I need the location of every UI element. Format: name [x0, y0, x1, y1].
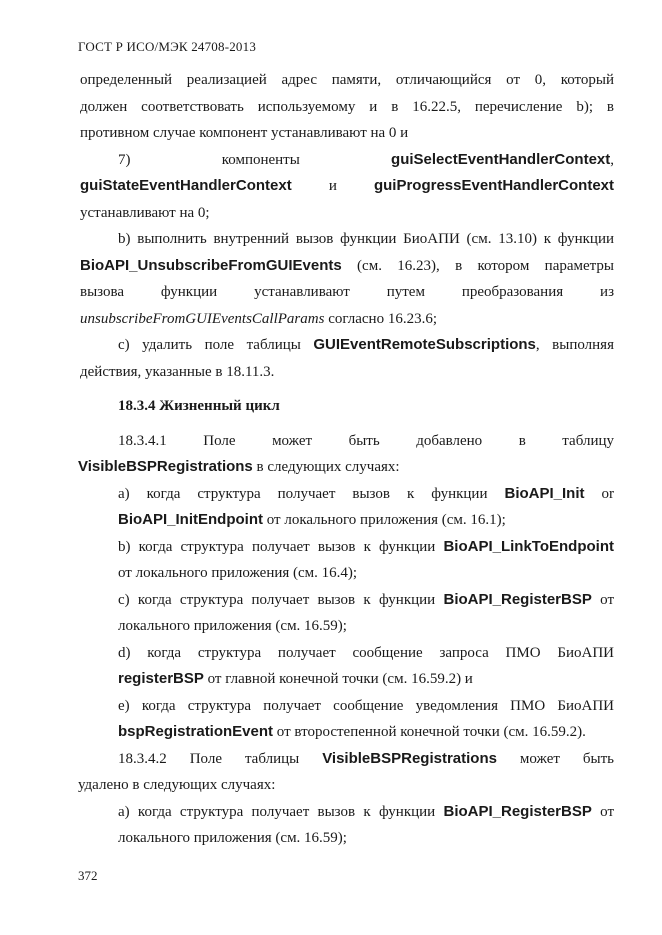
page-number: 372 — [78, 868, 98, 883]
text-line — [80, 799, 614, 826]
text-line — [80, 666, 614, 693]
conjunction: и — [328, 178, 337, 194]
text-span: or — [584, 485, 614, 502]
field-name: GUIEventRemoteSubscriptions — [313, 336, 536, 353]
text-span: согласно 16.23.6; — [324, 310, 437, 327]
text-span: c) когда структура получает вызов к функции — [118, 591, 444, 608]
function-name: BioAPI_RegisterBSP — [443, 802, 592, 820]
function-name: BioAPI_RegisterBSP — [443, 590, 592, 608]
param-name: unsubscribeFromGUIEventsCallParams — [80, 310, 325, 327]
text-span: c) удалить поле таблицы — [118, 337, 314, 353]
text-line: устанавливают на 0; — [80, 204, 210, 221]
text-line: должен соответствовать используемому и в 16.22.5, перечисление b); в — [80, 98, 614, 115]
table-name: VisibleBSPRegistrations — [322, 749, 497, 767]
text-span: в следующих случаях: — [252, 459, 400, 475]
text-line — [80, 253, 614, 280]
text-line: удалено в следующих случаях: — [78, 777, 276, 793]
text-line — [80, 534, 614, 561]
text-span: от — [591, 803, 614, 820]
field-name: guiStateEventHandlerContext — [80, 177, 292, 194]
text-span: a) когда структура получает вызов к функции — [118, 803, 444, 820]
function-name: BioAPI_InitEndpoint — [118, 511, 263, 528]
text-line — [78, 454, 614, 481]
page-body — [80, 67, 614, 852]
text-line: вызова функции устанавливают путем преобразования из — [80, 284, 614, 300]
text-span: (см. 16.23), в котором параметры — [341, 257, 614, 274]
text-span: может быть — [496, 750, 614, 767]
text-line — [80, 746, 614, 773]
text-line — [80, 173, 614, 200]
text-span: , выполняя — [535, 337, 614, 353]
text-line: определенный реализацией адрес памяти, отличающийся от 0, который — [80, 72, 614, 88]
text-line: d) когда структура получает сообщение запроса ПМО БиоАПИ — [118, 644, 614, 661]
text-span: от локального приложения (см. 16.1); — [262, 512, 506, 528]
text-span: от главной конечной точки (см. 16.59.2) и — [203, 671, 473, 687]
field-name: guiProgressEventHandlerContext — [373, 177, 614, 194]
text-span: b) когда структура получает вызов к функции — [118, 538, 444, 555]
message-name: registerBSP — [118, 670, 204, 687]
field-name: guiSelectEventHandlerContext — [391, 150, 611, 168]
text-line — [80, 719, 614, 746]
document-header: ГОСТ Р ИСО/МЭК 24708-2013 — [78, 39, 257, 54]
text-line: локального приложения (см. 16.59); — [118, 830, 347, 846]
text-line — [80, 507, 614, 534]
text-line: локального приложения (см. 16.59); — [118, 618, 347, 634]
text-span: от — [591, 591, 614, 608]
text-line: e) когда структура получает сообщение уведомления ПМО БиоАПИ — [118, 697, 614, 714]
text-line: от локального приложения (см. 16.4); — [118, 565, 358, 581]
text-line — [80, 147, 614, 174]
text-span: 18.3.4.2 Поле таблицы — [118, 750, 323, 767]
function-name: BioAPI_UnsubscribeFromGUIEvents — [80, 256, 342, 274]
text-line: 18.3.4.1 Поле может быть добавлено в таблицу — [118, 432, 614, 449]
message-name: bspRegistrationEvent — [118, 723, 274, 740]
table-name: VisibleBSPRegistrations — [78, 458, 253, 475]
section-heading: 18.3.4 Жизненный цикл — [118, 398, 280, 414]
function-name: BioAPI_Init — [504, 484, 585, 502]
text-line: противном случае компонент устанавливают на 0 и — [80, 125, 409, 141]
text-line — [80, 332, 614, 359]
list-item-number: 7) компоненты — [118, 151, 300, 168]
text-span: a) когда структура получает вызов к функции — [118, 485, 505, 502]
text-line: b) выполнить внутренний вызов функции БиоАПИ (см. 13.10) к функции — [118, 231, 614, 247]
punctuation: , — [610, 151, 614, 168]
function-name: BioAPI_LinkToEndpoint — [443, 537, 614, 555]
text-line: действия, указанные в 18.11.3. — [80, 363, 275, 380]
text-line — [80, 306, 614, 333]
text-line — [80, 481, 614, 508]
text-span: от второстепенной конечной точки (см. 16.59.2). — [273, 724, 586, 740]
text-line — [80, 587, 614, 614]
